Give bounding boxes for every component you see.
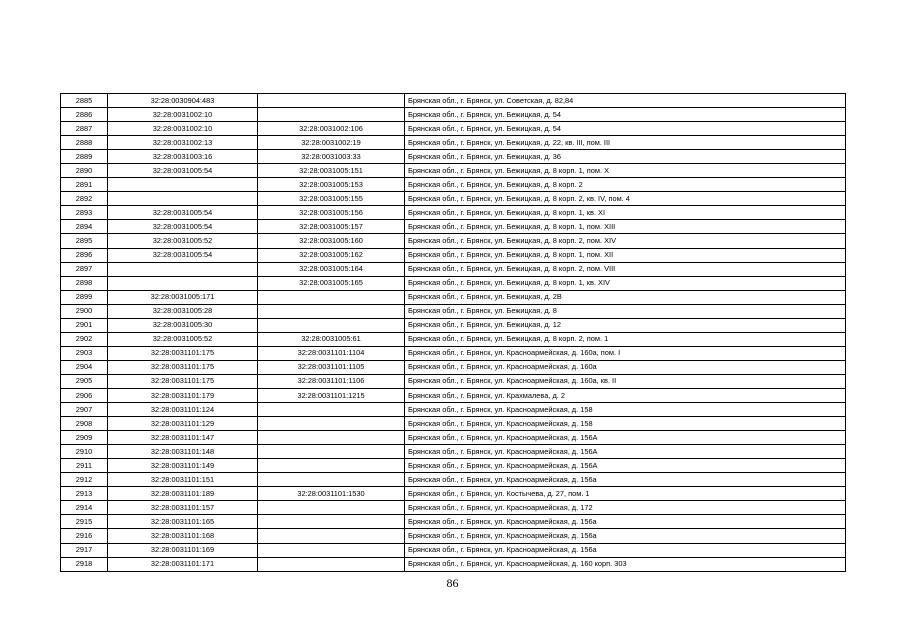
table-row bbox=[61, 360, 846, 374]
table-row bbox=[61, 192, 846, 206]
address-cell: Брянская обл., г. Брянск, ул. Бежицкая, д. 8 корп. 1, кв. XIV bbox=[405, 276, 846, 290]
land-cadastral-number-cell bbox=[108, 192, 258, 206]
table-row bbox=[61, 374, 846, 388]
row-number-cell: 2913 bbox=[61, 487, 108, 501]
address-cell: Брянская обл., г. Брянск, ул. Красноармейская, д. 160а, пом. I bbox=[405, 346, 846, 360]
table-row bbox=[61, 445, 846, 459]
table-row bbox=[61, 403, 846, 417]
object-cadastral-number-cell bbox=[258, 290, 405, 304]
row-number-cell: 2915 bbox=[61, 515, 108, 529]
address-cell: Брянская обл., г. Брянск, ул. Бежицкая, д. 8 корп. 2, кв. IV, пом. 4 bbox=[405, 192, 846, 206]
address-cell: Брянская обл., г. Брянск, ул. Советская, д. 82,84 bbox=[405, 94, 846, 108]
object-cadastral-number-cell: 32:28:0031101:1215 bbox=[258, 388, 405, 402]
row-number-cell: 2907 bbox=[61, 403, 108, 417]
land-cadastral-number-cell bbox=[108, 276, 258, 290]
land-cadastral-number-cell bbox=[108, 178, 258, 192]
object-cadastral-number-cell bbox=[258, 304, 405, 318]
row-number-cell: 2904 bbox=[61, 360, 108, 374]
row-number-cell: 2889 bbox=[61, 150, 108, 164]
object-cadastral-number-cell: 32:28:0031005:165 bbox=[258, 276, 405, 290]
table-row bbox=[61, 108, 846, 122]
object-cadastral-number-cell: 32:28:0031005:61 bbox=[258, 332, 405, 346]
row-number-cell: 2901 bbox=[61, 318, 108, 332]
row-number-cell: 2912 bbox=[61, 473, 108, 487]
row-number-cell: 2898 bbox=[61, 276, 108, 290]
object-cadastral-number-cell bbox=[258, 417, 405, 431]
page-number: 86 bbox=[446, 576, 459, 590]
land-cadastral-number-cell: 32:28:0031005:54 bbox=[108, 248, 258, 262]
object-cadastral-number-cell bbox=[258, 529, 405, 543]
land-cadastral-number-cell: 32:28:0031101:175 bbox=[108, 360, 258, 374]
address-cell: Брянская обл., г. Брянск, ул. Бежицкая, д. 8 корп. 1, пом. XIII bbox=[405, 220, 846, 234]
land-cadastral-number-cell: 32:28:0031101:168 bbox=[108, 529, 258, 543]
row-number-cell: 2892 bbox=[61, 192, 108, 206]
table-row bbox=[61, 543, 846, 557]
table-row bbox=[61, 557, 846, 571]
table-row bbox=[61, 515, 846, 529]
table-row bbox=[61, 164, 846, 178]
object-cadastral-number-cell: 32:28:0031101:1104 bbox=[258, 346, 405, 360]
table-row bbox=[61, 248, 846, 262]
land-cadastral-number-cell: 32:28:0031002:10 bbox=[108, 108, 258, 122]
address-cell: Брянская обл., г. Брянск, ул. Красноармейская, д. 158 bbox=[405, 403, 846, 417]
land-cadastral-number-cell: 32:28:0031003:16 bbox=[108, 150, 258, 164]
address-cell: Брянская обл., г. Брянск, ул. Бежицкая, д. 8 корп. 2, пом. 1 bbox=[405, 332, 846, 346]
land-cadastral-number-cell: 32:28:0031005:171 bbox=[108, 290, 258, 304]
row-number-cell: 2887 bbox=[61, 122, 108, 136]
land-cadastral-number-cell: 32:28:0031101:157 bbox=[108, 501, 258, 515]
row-number-cell: 2888 bbox=[61, 136, 108, 150]
row-number-cell: 2918 bbox=[61, 557, 108, 571]
address-cell: Брянская обл., г. Брянск, ул. Бежицкая, д. 8 корп. 2 bbox=[405, 178, 846, 192]
land-cadastral-number-cell: 32:28:0031101:147 bbox=[108, 431, 258, 445]
address-cell: Брянская обл., г. Брянск, ул. Красноармейская, д. 156а bbox=[405, 529, 846, 543]
address-cell: Брянская обл., г. Брянск, ул. Крахмалева, д. 2 bbox=[405, 388, 846, 402]
table-row bbox=[61, 276, 846, 290]
table-row bbox=[61, 150, 846, 164]
table-row bbox=[61, 206, 846, 220]
table-row bbox=[61, 262, 846, 276]
address-cell: Брянская обл., г. Брянск, ул. Красноармейская, д. 156А bbox=[405, 431, 846, 445]
object-cadastral-number-cell bbox=[258, 318, 405, 332]
table-row bbox=[61, 501, 846, 515]
address-cell: Брянская обл., г. Брянск, ул. Бежицкая, д. 8 корп. 1, кв. XI bbox=[405, 206, 846, 220]
address-cell: Брянская обл., г. Брянск, ул. Бежицкая, д. 12 bbox=[405, 318, 846, 332]
land-cadastral-number-cell: 32:28:0031005:52 bbox=[108, 234, 258, 248]
land-cadastral-number-cell: 32:28:0031101:169 bbox=[108, 543, 258, 557]
row-number-cell: 2914 bbox=[61, 501, 108, 515]
table-row bbox=[61, 304, 846, 318]
table-row bbox=[61, 234, 846, 248]
table-row bbox=[61, 332, 846, 346]
object-cadastral-number-cell: 32:28:0031101:1105 bbox=[258, 360, 405, 374]
row-number-cell: 2890 bbox=[61, 164, 108, 178]
address-cell: Брянская обл., г. Брянск, ул. Красноармейская, д. 172 bbox=[405, 501, 846, 515]
land-cadastral-number-cell: 32:28:0031101:149 bbox=[108, 459, 258, 473]
object-cadastral-number-cell bbox=[258, 459, 405, 473]
land-cadastral-number-cell: 32:28:0031101:165 bbox=[108, 515, 258, 529]
row-number-cell: 2910 bbox=[61, 445, 108, 459]
address-cell: Брянская обл., г. Брянск, ул. Красноармейская, д. 158 bbox=[405, 417, 846, 431]
object-cadastral-number-cell: 32:28:0031005:157 bbox=[258, 220, 405, 234]
address-cell: Брянская обл., г. Брянск, ул. Красноармейская, д. 156а bbox=[405, 473, 846, 487]
row-number-cell: 2911 bbox=[61, 459, 108, 473]
row-number-cell: 2885 bbox=[61, 94, 108, 108]
object-cadastral-number-cell: 32:28:0031005:160 bbox=[258, 234, 405, 248]
object-cadastral-number-cell: 32:28:0031005:162 bbox=[258, 248, 405, 262]
table-row bbox=[61, 346, 846, 360]
address-cell: Брянская обл., г. Брянск, ул. Бежицкая, д. 2В bbox=[405, 290, 846, 304]
object-cadastral-number-cell: 32:28:0031005:151 bbox=[258, 164, 405, 178]
object-cadastral-number-cell: 32:28:0031101:1106 bbox=[258, 374, 405, 388]
land-cadastral-number-cell: 32:28:0031101:151 bbox=[108, 473, 258, 487]
object-cadastral-number-cell: 32:28:0031005:153 bbox=[258, 178, 405, 192]
row-number-cell: 2886 bbox=[61, 108, 108, 122]
land-cadastral-number-cell bbox=[108, 262, 258, 276]
land-cadastral-number-cell: 32:28:0031005:54 bbox=[108, 206, 258, 220]
address-cell: Брянская обл., г. Брянск, ул. Красноармейская, д. 156А bbox=[405, 459, 846, 473]
object-cadastral-number-cell bbox=[258, 557, 405, 571]
address-cell: Брянская обл., г. Брянск, ул. Бежицкая, д. 36 bbox=[405, 150, 846, 164]
address-cell: Брянская обл., г. Брянск, ул. Бежицкая, д. 8 корп. 1, пом. X bbox=[405, 164, 846, 178]
table-row bbox=[61, 136, 846, 150]
land-cadastral-number-cell: 32:28:0031002:13 bbox=[108, 136, 258, 150]
address-cell: Брянская обл., г. Брянск, ул. Бежицкая, д. 8 корп. 2, пом. XIV bbox=[405, 234, 846, 248]
object-cadastral-number-cell bbox=[258, 445, 405, 459]
land-cadastral-number-cell: 32:28:0031101:179 bbox=[108, 388, 258, 402]
table-row bbox=[61, 290, 846, 304]
table-row bbox=[61, 487, 846, 501]
object-cadastral-number-cell: 32:28:0031005:155 bbox=[258, 192, 405, 206]
land-cadastral-number-cell: 32:28:0031005:52 bbox=[108, 332, 258, 346]
address-cell: Брянская обл., г. Брянск, ул. Красноармейская, д. 160а, кв. II bbox=[405, 374, 846, 388]
row-number-cell: 2891 bbox=[61, 178, 108, 192]
land-cadastral-number-cell: 32:28:0031101:175 bbox=[108, 346, 258, 360]
object-cadastral-number-cell: 32:28:0031002:106 bbox=[258, 122, 405, 136]
land-cadastral-number-cell: 32:28:0031101:129 bbox=[108, 417, 258, 431]
object-cadastral-number-cell: 32:28:0031002:19 bbox=[258, 136, 405, 150]
object-cadastral-number-cell bbox=[258, 431, 405, 445]
object-cadastral-number-cell: 32:28:0031005:164 bbox=[258, 262, 405, 276]
address-cell: Брянская обл., г. Брянск, ул. Бежицкая, д. 8 корп. 2, пом. VIII bbox=[405, 262, 846, 276]
land-cadastral-number-cell: 32:28:0031101:171 bbox=[108, 557, 258, 571]
row-number-cell: 2900 bbox=[61, 304, 108, 318]
row-number-cell: 2909 bbox=[61, 431, 108, 445]
object-cadastral-number-cell bbox=[258, 108, 405, 122]
land-cadastral-number-cell: 32:28:0031002:10 bbox=[108, 122, 258, 136]
object-cadastral-number-cell: 32:28:0031005:156 bbox=[258, 206, 405, 220]
table-row bbox=[61, 220, 846, 234]
address-cell: Брянская обл., г. Брянск, ул. Бежицкая, д. 8 корп. 1, пом. XII bbox=[405, 248, 846, 262]
table-row bbox=[61, 94, 846, 108]
object-cadastral-number-cell bbox=[258, 501, 405, 515]
address-cell: Брянская обл., г. Брянск, ул. Костычева, д. 27, пом. 1 bbox=[405, 487, 846, 501]
object-cadastral-number-cell bbox=[258, 515, 405, 529]
row-number-cell: 2895 bbox=[61, 234, 108, 248]
land-cadastral-number-cell: 32:28:0031005:30 bbox=[108, 318, 258, 332]
object-cadastral-number-cell: 32:28:0031101:1530 bbox=[258, 487, 405, 501]
table-row bbox=[61, 529, 846, 543]
address-cell: Брянская обл., г. Брянск, ул. Бежицкая, д. 54 bbox=[405, 122, 846, 136]
address-cell: Брянская обл., г. Брянск, ул. Красноармейская, д. 156А bbox=[405, 445, 846, 459]
row-number-cell: 2899 bbox=[61, 290, 108, 304]
table-row bbox=[61, 473, 846, 487]
land-cadastral-number-cell: 32:28:0031101:148 bbox=[108, 445, 258, 459]
row-number-cell: 2908 bbox=[61, 417, 108, 431]
table-row bbox=[61, 178, 846, 192]
row-number-cell: 2906 bbox=[61, 388, 108, 402]
land-cadastral-number-cell: 32:28:0031005:54 bbox=[108, 220, 258, 234]
registry-table-body bbox=[61, 94, 846, 572]
table-row bbox=[61, 318, 846, 332]
row-number-cell: 2897 bbox=[61, 262, 108, 276]
table-row bbox=[61, 431, 846, 445]
table-row bbox=[61, 388, 846, 402]
address-cell: Брянская обл., г. Брянск, ул. Бежицкая, д. 8 bbox=[405, 304, 846, 318]
row-number-cell: 2902 bbox=[61, 332, 108, 346]
row-number-cell: 2894 bbox=[61, 220, 108, 234]
address-cell: Брянская обл., г. Брянск, ул. Красноармейская, д. 156а bbox=[405, 543, 846, 557]
land-cadastral-number-cell: 32:28:0030904:483 bbox=[108, 94, 258, 108]
object-cadastral-number-cell bbox=[258, 543, 405, 557]
row-number-cell: 2917 bbox=[61, 543, 108, 557]
object-cadastral-number-cell: 32:28:0031003:33 bbox=[258, 150, 405, 164]
row-number-cell: 2903 bbox=[61, 346, 108, 360]
object-cadastral-number-cell bbox=[258, 473, 405, 487]
object-cadastral-number-cell bbox=[258, 94, 405, 108]
row-number-cell: 2893 bbox=[61, 206, 108, 220]
table-row bbox=[61, 459, 846, 473]
land-cadastral-number-cell: 32:28:0031101:175 bbox=[108, 374, 258, 388]
address-cell: Брянская обл., г. Брянск, ул. Красноармейская, д. 160 корп. 303 bbox=[405, 557, 846, 571]
row-number-cell: 2896 bbox=[61, 248, 108, 262]
row-number-cell: 2905 bbox=[61, 374, 108, 388]
registry-table bbox=[60, 93, 846, 572]
land-cadastral-number-cell: 32:28:0031101:189 bbox=[108, 487, 258, 501]
land-cadastral-number-cell: 32:28:0031005:54 bbox=[108, 164, 258, 178]
row-number-cell: 2916 bbox=[61, 529, 108, 543]
address-cell: Брянская обл., г. Брянск, ул. Бежицкая, д. 22, кв. III, пом. III bbox=[405, 136, 846, 150]
address-cell: Брянская обл., г. Брянск, ул. Красноармейская, д. 160а bbox=[405, 360, 846, 374]
table-row bbox=[61, 417, 846, 431]
address-cell: Брянская обл., г. Брянск, ул. Бежицкая, д. 54 bbox=[405, 108, 846, 122]
table-row bbox=[61, 122, 846, 136]
address-cell: Брянская обл., г. Брянск, ул. Красноармейская, д. 156а bbox=[405, 515, 846, 529]
object-cadastral-number-cell bbox=[258, 403, 405, 417]
land-cadastral-number-cell: 32:28:0031101:124 bbox=[108, 403, 258, 417]
land-cadastral-number-cell: 32:28:0031005:28 bbox=[108, 304, 258, 318]
